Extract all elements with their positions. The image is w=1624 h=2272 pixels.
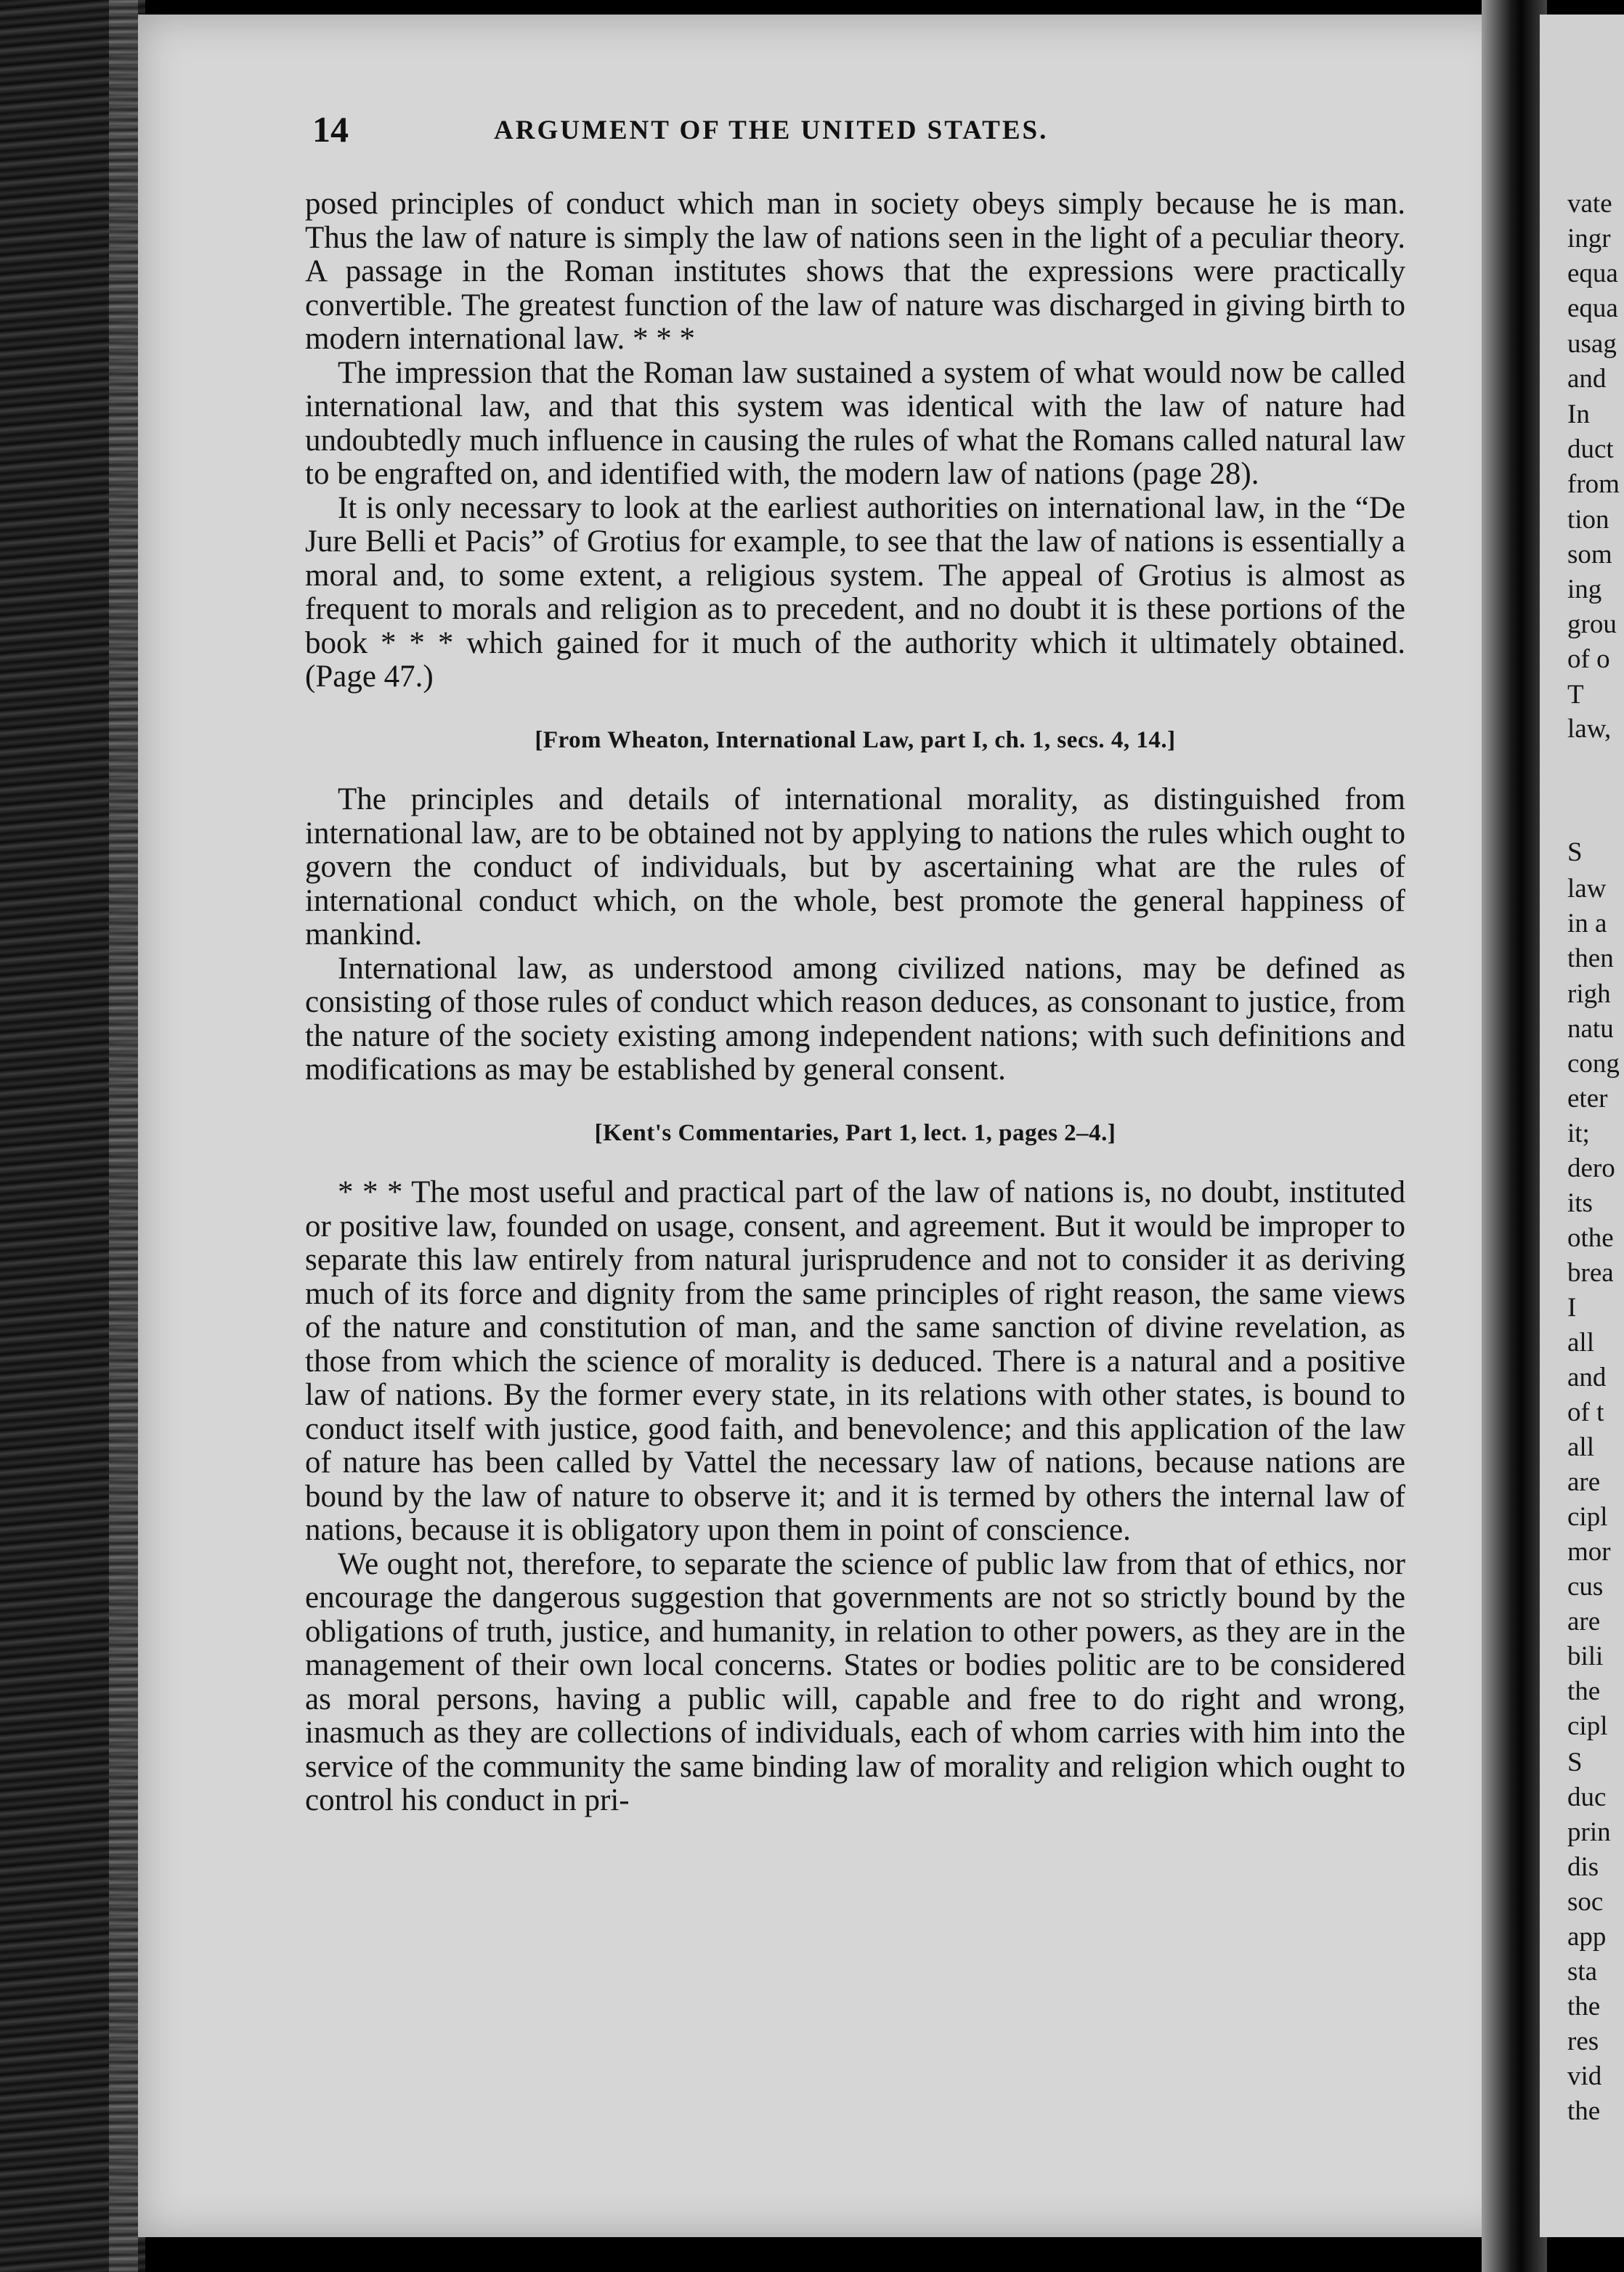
facing-page-fragment: In xyxy=(1567,399,1590,429)
facing-page-fragment: equa xyxy=(1567,259,1618,288)
facing-page-fragment: cus xyxy=(1567,1572,1604,1602)
facing-page-fragment: vid xyxy=(1567,2061,1602,2091)
facing-page-fragment: are xyxy=(1567,1607,1601,1636)
paragraph: International law, as understood among civilized nations, may be defined as consisting of those rules of conduct which reason deduces, as consonant to justice, from the nature of the society existing among independent nations; with such definitions and modifications as may be established by general consent. xyxy=(305,951,1405,1087)
facing-page-fragment: tion xyxy=(1567,505,1609,535)
facing-page-fragment: duc xyxy=(1567,1782,1607,1812)
facing-page-fragment: vate xyxy=(1567,189,1612,219)
facing-page-fragment: I xyxy=(1567,1293,1577,1323)
facing-page-fragment: S xyxy=(1567,837,1583,867)
facing-page-fragment: law, xyxy=(1567,714,1612,744)
facing-page-fragment: S xyxy=(1567,1748,1583,1777)
facing-page-fragment: grou xyxy=(1567,609,1617,639)
facing-page-fragment: law xyxy=(1567,874,1607,904)
facing-page-fragment: sta xyxy=(1567,1957,1598,1987)
facing-page-fragment: are xyxy=(1567,1467,1601,1497)
facing-page-fragment: cong xyxy=(1567,1049,1620,1079)
facing-page-fragment: eter xyxy=(1567,1084,1608,1113)
facing-page-fragment: app xyxy=(1567,1922,1607,1952)
facing-page-fragment: dis xyxy=(1567,1852,1599,1882)
facing-page-fragment: usag xyxy=(1567,329,1617,359)
facing-page-fragment: the xyxy=(1567,2096,1601,2126)
facing-page-fragment: and xyxy=(1567,1363,1607,1392)
facing-page-edge xyxy=(1540,15,1624,2237)
facing-page-fragment: of t xyxy=(1567,1397,1604,1427)
paragraph: It is only necessary to look at the earliest authorities on international law, in the “De Jure Belli et Pacis” of Grotius for example, to see that the law of nations is essentially a moral and, to some extent, a religious system. The appeal of Grotius is almost as frequent to morals and religion as to precedent, and no doubt it is these portions of the book * * * which gained for it much of the authority which it ultimately obtained. (Page 47.) xyxy=(305,490,1405,694)
facing-page-fragment: soc xyxy=(1567,1887,1604,1917)
running-title: ARGUMENT OF THE UNITED STATES. xyxy=(494,115,1049,145)
paragraph: The impression that the Roman law sustained a system of what would now be called international law, and that this system was identical with the law of nature had undoubtedly much influence in causing the rules of what the Romans called natural law to be engrafted on, and identified with, the modern law of nations (page 28). xyxy=(305,355,1405,491)
facing-page-fragment: res xyxy=(1567,2026,1599,2056)
book-gutter xyxy=(1482,0,1547,2272)
page-header xyxy=(312,105,1049,150)
paragraph: We ought not, therefore, to separate the science of public law from that of ethics, nor encourage the dangerous suggestion that governments are not so strictly bound by the obligations of truth, justice, and humanity, in relation to other powers, as they are in the management of their own local concerns. States or bodies politic are to be considered as moral persons, having a public will, capable and free to do right and wrong, inasmuch as they are collections of individuals, each of whom carries with him into the service of the community the same binding law of morality and religion which ought to control his conduct in pri- xyxy=(305,1546,1405,1817)
paragraph: The principles and details of international morality, as distinguished from international law, are to be obtained not by applying to nations the rules which ought to govern the conduct of individuals, but by ascertaining what are the rules of international conduct which, on the whole, best promote the general happiness of mankind. xyxy=(305,782,1405,952)
facing-page-fragment: of o xyxy=(1567,644,1610,674)
citation-wheaton: [From Wheaton, International Law, part I, ch. 1, secs. 4, 14.] xyxy=(535,726,1176,753)
facing-page-fragment: the xyxy=(1567,1992,1601,2021)
facing-page-fragment: ingr xyxy=(1567,224,1611,253)
paragraph: * * * The most useful and practical part of the law of nations is, no doubt, instituted or positive law, founded on usage, consent, and agreement. But it would be improper to separate this law entirely from natural jurisprudence and not to consider it as deriving much of its force and dignity from the same principles of right reason, the same views of the nature and constitution of man, and the same sanction of divine revelation, as those from which the science of morality is deduced. There is a natural and a positive law of nations. By the former every state, in its relations with other states, is bound to conduct itself with justice, good faith, and benevolence; and this application of the law of nature has been called by Vattel the necessary law of nations, because nations are bound by the law of nature to observe it; and it is termed by others the internal law of nations, because it is obligatory upon them in point of conscience. xyxy=(305,1175,1405,1547)
page-edges xyxy=(109,0,138,2272)
facing-page-fragment: then xyxy=(1567,944,1614,973)
facing-page-fragment: the xyxy=(1567,1676,1601,1706)
facing-page-fragment: mor xyxy=(1567,1537,1611,1567)
facing-page-fragment: cipl xyxy=(1567,1502,1608,1532)
facing-page-fragment: othe xyxy=(1567,1223,1614,1253)
facing-page-fragment: som xyxy=(1567,540,1612,569)
facing-page-fragment: in a xyxy=(1567,909,1607,938)
facing-page-fragment: and xyxy=(1567,364,1607,394)
facing-page-fragment: natu xyxy=(1567,1014,1614,1044)
facing-page-fragment: ing xyxy=(1567,575,1602,604)
facing-page-fragment: dero xyxy=(1567,1153,1615,1183)
facing-page-fragment: equa xyxy=(1567,293,1618,323)
facing-page-fragment: bili xyxy=(1567,1642,1604,1671)
facing-page-fragment: from xyxy=(1567,469,1620,499)
facing-page-fragment: duct xyxy=(1567,434,1614,464)
facing-page-fragment: righ xyxy=(1567,979,1611,1009)
facing-page-fragment: its xyxy=(1567,1188,1593,1218)
facing-page-fragment: T xyxy=(1567,680,1584,710)
facing-page-fragment: all xyxy=(1567,1432,1594,1462)
paragraph: posed principles of conduct which man in society obeys simply because he is man. Thus the law of nature is simply the law of nations seen in the light of a peculiar theory. A passage in the Roman institutes shows that the expressions were practically convertible. The greatest function of the law of nature was discharged in giving birth to modern international law. * * * xyxy=(305,187,1405,356)
facing-page-fragment: it; xyxy=(1567,1119,1590,1148)
facing-page-fragment: all xyxy=(1567,1328,1594,1358)
facing-page-fragment: brea xyxy=(1567,1258,1614,1288)
facing-page-fragment: prin xyxy=(1567,1817,1611,1847)
facing-page-fragment: cipl xyxy=(1567,1711,1608,1741)
citation-kent: [Kent's Commentaries, Part 1, lect. 1, pages 2–4.] xyxy=(594,1119,1116,1146)
page-body xyxy=(305,187,1405,1818)
page-number: 14 xyxy=(312,109,349,150)
